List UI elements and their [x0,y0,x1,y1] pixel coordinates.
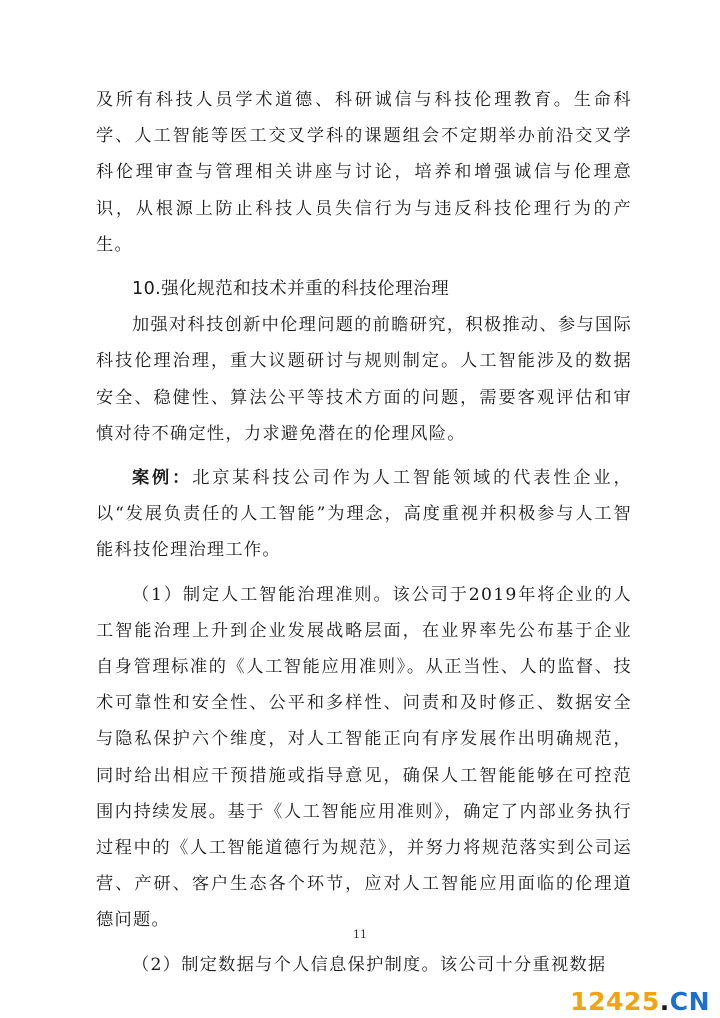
case-label: 案例： [132,468,193,489]
section-heading: 10.强化规范和技术并重的科技伦理治理 [132,279,450,300]
case-text: 北京某科技公司作为人工智能领域的代表性企业，以“发展负责任的人工智能”为理念，高度重视并积极参与人工智能科技伦理治理工作。 [96,468,632,561]
paragraph-case [96,460,632,569]
watermark-number: 12425 [570,987,660,1016]
paragraph-governance: 加强对科技创新中伦理问题的前瞻研究，积极推动、参与国际科技伦理治理，重大议题研讨与规则制定。人工智能涉及的数据安全、稳健性、算法公平等技术方面的问题，需要客观评估和审慎对待不确定性，力求避免潜在的伦理风险。 [96,315,632,444]
site-watermark [570,987,710,1016]
paragraph-data-protection: （2）制定数据与个人信息保护制度。该公司十分重视数据 [132,954,607,975]
watermark-suffix: CN [669,987,710,1016]
page-number: 11 [353,928,367,941]
page-body [96,82,632,983]
paragraph-ethics-education: 及所有科技人员学术道德、科研诚信与科技伦理教育。生命科学、人工智能等医工交叉学科的课题组会不定期举办前沿交叉学科伦理审查与管理相关讲座与讨论，培养和增强诚信与伦理意识，从根源上防止科技人员失信行为与违反科技伦理行为的产生。 [96,90,632,255]
watermark-dot: . [659,987,670,1016]
paragraph-ai-guidelines: （1）制定人工智能治理准则。该公司于2019年将企业的人工智能治理上升到企业发展战略层面，在业界率先公布基于企业自身管理标准的《人工智能应用准则》。从正当性、人的监督、技术可靠性和安全性、公平和多样性、问责和及时修正、数据安全与隐私保护六个维度，对人工智能正向有序发展作出明确规范，同时给出相应干预措施或指导意见，确保人工智能能够在可控范围内持续发展。基于《人工智能应用准则》，确定了内部业务执行过程中的《人工智能道德行为规范》，并努力将规范落实到公司运营、产研、客户生态各个环节，应对人工智能应用面临的伦理道德问题。 [96,584,632,931]
